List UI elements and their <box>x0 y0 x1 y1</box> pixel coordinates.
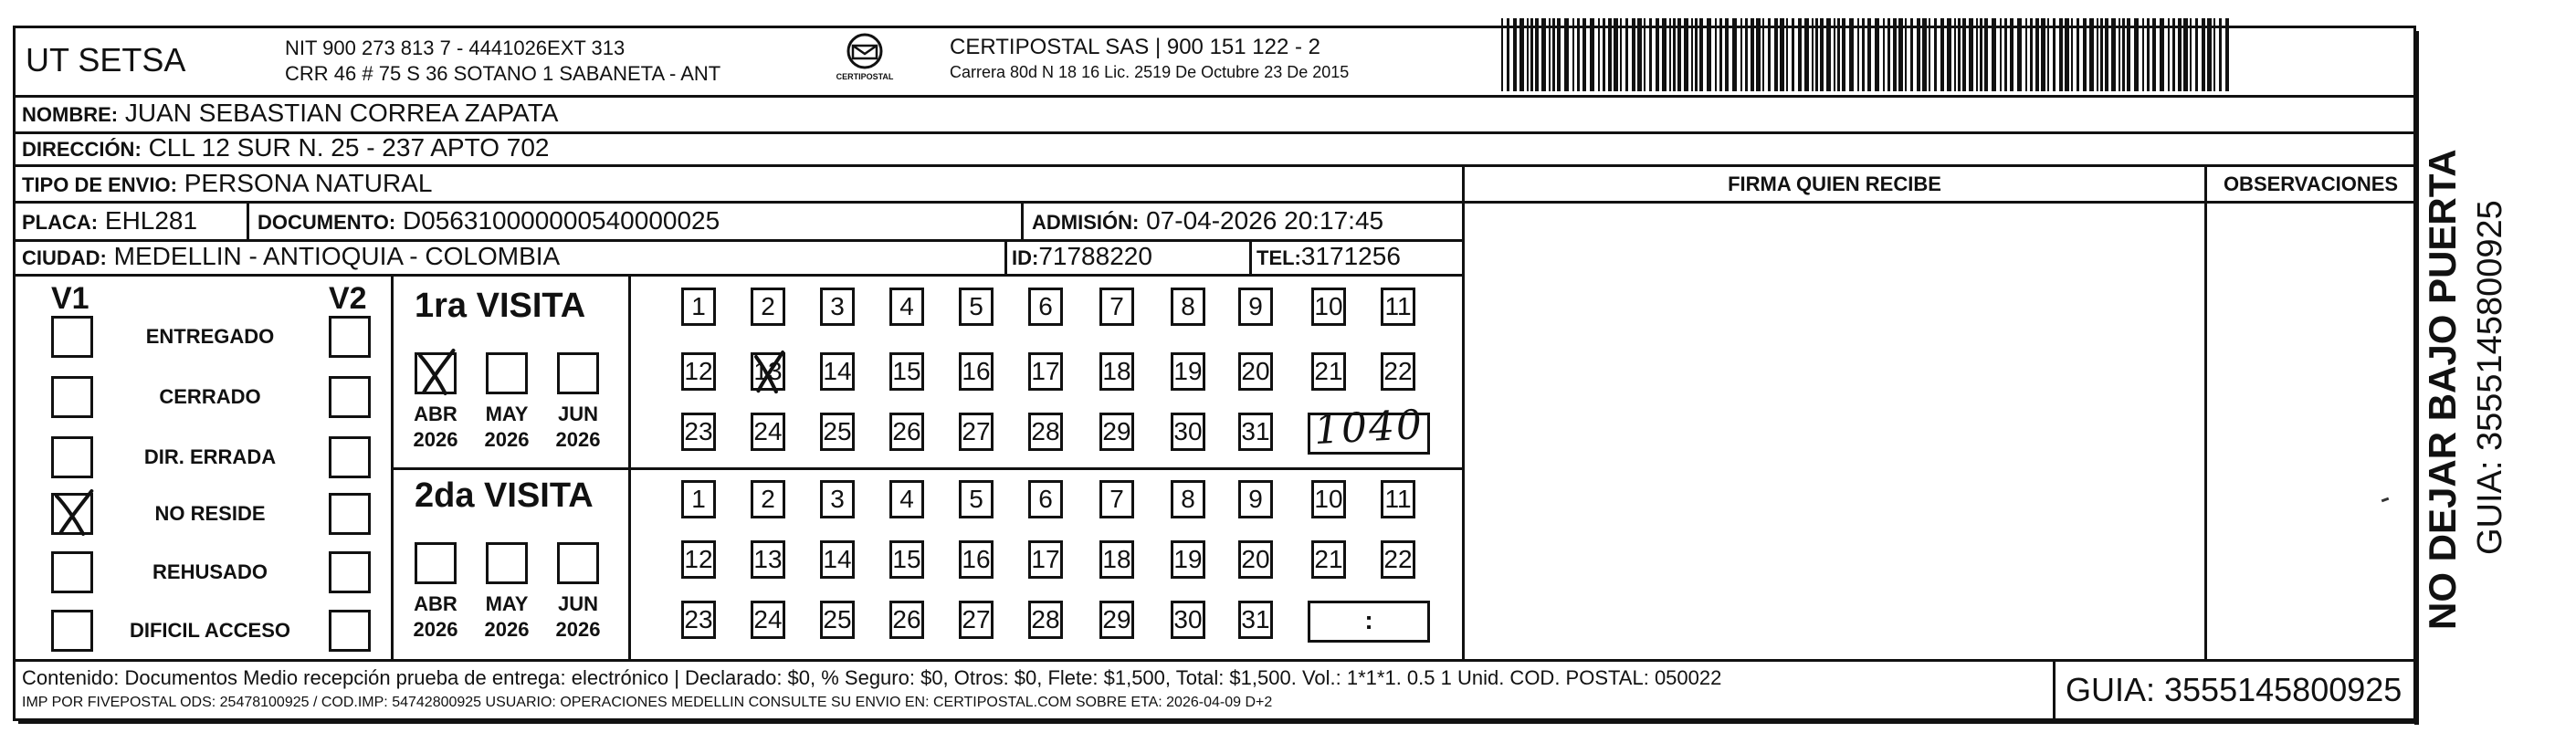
barcode-bar <box>1662 18 1667 91</box>
barcode-bar <box>1598 18 1600 91</box>
visit2-day-23[interactable]: 23 <box>681 601 716 639</box>
barcode-bar <box>2183 18 2188 91</box>
barcode-bar <box>1673 18 1676 91</box>
barcode-bar <box>1905 18 1907 91</box>
document-field <box>258 208 720 234</box>
visit1-day-21[interactable]: 21 <box>1311 352 1346 391</box>
barcode-bar <box>1929 18 1930 91</box>
v2-checkbox-6[interactable] <box>329 610 371 652</box>
barcode-bar <box>1501 18 1503 91</box>
id-value: 71788220 <box>1038 242 1152 270</box>
barcode-bar <box>1632 18 1635 91</box>
visit2-day-30[interactable]: 30 <box>1171 601 1205 639</box>
barcode-bar <box>1883 18 1885 91</box>
visit2-time-placeholder: : <box>1364 606 1373 634</box>
barcode-bar <box>1541 18 1546 91</box>
frame-shadow-right <box>2414 31 2419 725</box>
month-year: 2026 <box>484 617 530 641</box>
rule-observations-left <box>2204 164 2207 659</box>
nit-line: NIT 900 273 813 7 - 4441026EXT 313 <box>285 37 626 59</box>
rule-status-visits <box>391 274 394 659</box>
visit1-title: 1ra VISITA <box>415 287 586 325</box>
barcode-bar <box>1898 18 1903 91</box>
barcode-bar <box>2097 18 2098 91</box>
visit1-day-1[interactable]: 1 <box>681 288 716 326</box>
month-name: ABR <box>414 592 457 615</box>
visit2-day-4[interactable]: 4 <box>889 480 924 518</box>
visit1-day-11[interactable]: 11 <box>1381 288 1415 326</box>
v2-checkbox-2[interactable] <box>329 376 371 418</box>
barcode-bar <box>1922 18 1927 91</box>
city-field <box>22 244 560 269</box>
barcode-bar <box>1603 18 1605 91</box>
barcode-bar <box>1725 18 1729 91</box>
barcode-bar <box>2004 18 2007 91</box>
status-option-label: DIFICIL ACCESO <box>129 619 290 642</box>
barcode-bar <box>1707 18 1711 91</box>
rule-header-bottom <box>15 95 2414 98</box>
type-value: PERSONA NATURAL <box>184 169 433 197</box>
admission-field <box>1032 208 1383 234</box>
visit1-day-8[interactable]: 8 <box>1171 288 1205 326</box>
barcode-bar <box>1862 18 1865 91</box>
visit2-day-14[interactable]: 14 <box>820 540 855 579</box>
footer-guide: GUIA: 3555145800925 <box>2066 671 2403 708</box>
visit1-day-30[interactable]: 30 <box>1171 413 1205 451</box>
barcode-bar <box>1756 18 1761 91</box>
visit1-month-label <box>481 402 532 452</box>
v2-label: V2 <box>329 281 367 316</box>
barcode-bar <box>1684 18 1688 91</box>
barcode-bar <box>1837 18 1840 91</box>
barcode-bar <box>2178 18 2182 91</box>
status-option-label: ENTREGADO <box>145 325 275 348</box>
v2-checkbox-4[interactable] <box>329 493 371 535</box>
month-name: JUN <box>557 403 598 425</box>
visit2-day-5[interactable]: 5 <box>959 480 994 518</box>
barcode-bar <box>2219 18 2222 91</box>
barcode-bar <box>2111 18 2116 91</box>
barcode <box>1501 18 2232 93</box>
visit1-day-5[interactable]: 5 <box>959 288 994 326</box>
rule-visit-split <box>391 467 1465 470</box>
visit1-day-14[interactable]: 14 <box>820 352 855 391</box>
barcode-bar <box>1875 18 1879 91</box>
v1-checkbox-3[interactable] <box>51 436 93 478</box>
visit2-day-9[interactable]: 9 <box>1238 480 1273 518</box>
barcode-bar <box>1620 18 1622 91</box>
barcode-bar <box>1826 18 1831 91</box>
document-value: D056310000000540000025 <box>402 206 720 235</box>
visit1-month-label <box>552 402 604 452</box>
visit1-day-20[interactable]: 20 <box>1238 352 1273 391</box>
visit1-day-7[interactable]: 7 <box>1099 288 1134 326</box>
month-year: 2026 <box>555 617 601 641</box>
tel-field <box>1256 244 1401 269</box>
rule-city-id <box>1004 239 1007 274</box>
v1-checkbox-6[interactable] <box>51 610 93 652</box>
name-label: NOMBRE: <box>22 103 119 126</box>
address-field <box>22 135 549 161</box>
barcode-bar <box>1934 18 1937 91</box>
barcode-bar <box>1762 18 1764 91</box>
v1-checkbox-1[interactable] <box>51 316 93 358</box>
barcode-bar <box>1530 18 1533 91</box>
month-year: 2026 <box>555 427 601 451</box>
visit1-time-handwritten: 1040 <box>1312 401 1425 455</box>
barcode-bar <box>2059 18 2063 91</box>
plate-value: EHL281 <box>104 206 198 235</box>
barcode-bar <box>2190 18 2192 91</box>
barcode-bar <box>1577 18 1580 91</box>
visit2-day-22[interactable]: 22 <box>1381 540 1415 579</box>
form-frame <box>13 26 2416 721</box>
barcode-bar <box>1849 18 1854 91</box>
visit1-month-box-may[interactable] <box>486 352 528 394</box>
barcode-bar <box>2213 18 2215 91</box>
barcode-bar <box>1962 18 1966 91</box>
visit1-day-15[interactable]: 15 <box>889 352 924 391</box>
visit1-day-12[interactable]: 12 <box>681 352 716 391</box>
barcode-bar <box>2152 18 2156 91</box>
barcode-bar <box>2025 18 2027 91</box>
barcode-bar <box>2160 18 2164 91</box>
visit2-month-box-may[interactable] <box>486 542 528 584</box>
v1-label: V1 <box>51 281 89 316</box>
v2-checkbox-1[interactable] <box>329 316 371 358</box>
barcode-bar <box>1969 18 1973 91</box>
visit1-day-9[interactable]: 9 <box>1238 288 1273 326</box>
type-field <box>22 171 432 196</box>
rule-signature-left <box>1462 164 1465 659</box>
barcode-bar <box>2119 18 2120 91</box>
barcode-bar <box>1637 18 1642 91</box>
barcode-bar <box>1992 18 1996 91</box>
visit1-day-2[interactable]: 2 <box>751 288 785 326</box>
side-warning: NO DEJAR BAJO PUERTA <box>2421 149 2464 630</box>
barcode-bar <box>1572 18 1574 91</box>
barcode-bar <box>2030 18 2033 91</box>
barcode-bar <box>1564 18 1569 91</box>
v2-checkbox-5[interactable] <box>329 551 371 593</box>
visit2-day-27[interactable]: 27 <box>959 601 994 639</box>
barcode-bar <box>1669 18 1671 91</box>
barcode-bar <box>1980 18 1982 91</box>
visit2-day-13[interactable]: 13 <box>751 540 785 579</box>
plate-label: PLACA: <box>22 211 99 234</box>
visit1-day-16[interactable]: 16 <box>959 352 994 391</box>
visit2-month-label <box>552 591 604 642</box>
id-label: ID: <box>1012 246 1039 269</box>
barcode-bar <box>2077 18 2079 91</box>
status-option-label: NO RESIDE <box>154 502 266 525</box>
barcode-bar <box>2100 18 2103 91</box>
envelope-seal-icon <box>833 31 897 73</box>
barcode-bar <box>1608 18 1612 91</box>
barcode-bar <box>2142 18 2144 91</box>
barcode-bar <box>2000 18 2002 91</box>
v1-checkbox-2[interactable] <box>51 376 93 418</box>
barcode-bar <box>1774 18 1778 91</box>
barcode-bar <box>1719 18 1722 91</box>
barcode-bar <box>2065 18 2069 91</box>
visit2-day-28[interactable]: 28 <box>1028 601 1063 639</box>
rule-columns-header-bottom <box>1465 201 2414 204</box>
barcode-bar <box>1751 18 1754 91</box>
visit1-day-26[interactable]: 26 <box>889 413 924 451</box>
barcode-bar <box>2172 18 2175 91</box>
barcode-bar <box>2168 18 2170 91</box>
visit2-day-2[interactable]: 2 <box>751 480 785 518</box>
barcode-bar <box>2195 18 2198 91</box>
barcode-bar <box>1976 18 1978 91</box>
month-name: MAY <box>485 592 529 615</box>
barcode-bar <box>2089 18 2094 91</box>
visit2-day-25[interactable]: 25 <box>820 601 855 639</box>
visit2-day-21[interactable]: 21 <box>1311 540 1346 579</box>
barcode-bar <box>1893 18 1897 91</box>
visit2-day-7[interactable]: 7 <box>1099 480 1134 518</box>
month-year: 2026 <box>413 427 458 451</box>
address-line: CRR 46 # 75 S 36 SOTANO 1 SABANETA - ANT <box>285 62 721 85</box>
visit1-month-label <box>410 402 461 452</box>
rule-footer-guide <box>2053 659 2056 719</box>
barcode-bar <box>1820 18 1824 91</box>
barcode-bar <box>1527 18 1529 91</box>
barcode-bar <box>1715 18 1717 91</box>
side-guide: GUIA: 3555145800925 <box>2471 200 2509 555</box>
barcode-bar <box>1614 18 1618 91</box>
document-label: DOCUMENTO: <box>258 211 396 234</box>
visit1-day-4[interactable]: 4 <box>889 288 924 326</box>
visit1-day-22[interactable]: 22 <box>1381 352 1415 391</box>
barcode-bar <box>2083 18 2087 91</box>
visit2-day-24[interactable]: 24 <box>751 601 785 639</box>
barcode-bar <box>1834 18 1835 91</box>
month-name: ABR <box>414 403 457 425</box>
visit1-month-box-jun[interactable] <box>557 352 599 394</box>
barcode-bar <box>2047 18 2049 91</box>
visit1-day-31[interactable]: 31 <box>1238 413 1273 451</box>
visit1-day-18[interactable]: 18 <box>1099 352 1134 391</box>
barcode-bar <box>1804 18 1809 91</box>
visit1-day-25[interactable]: 25 <box>820 413 855 451</box>
visit1-day-10[interactable]: 10 <box>1311 288 1346 326</box>
rule-months-days <box>628 274 631 659</box>
barcode-bar <box>1552 18 1555 91</box>
barcode-bar <box>1590 18 1594 91</box>
admission-value: 07-04-2026 20:17:45 <box>1146 206 1384 235</box>
barcode-bar <box>1984 18 1988 91</box>
barcode-bar <box>1644 18 1645 91</box>
barcode-bar <box>1910 18 1913 91</box>
barcode-bar <box>1507 18 1509 91</box>
barcode-bar <box>1815 18 1818 91</box>
visit2-day-10[interactable]: 10 <box>1311 480 1346 518</box>
visit1-day-17[interactable]: 17 <box>1028 352 1063 391</box>
barcode-bar <box>1954 18 1956 91</box>
barcode-bar <box>1768 18 1771 91</box>
barcode-bar <box>2202 18 2205 91</box>
barcode-bar <box>1699 18 1703 91</box>
barcode-bar <box>1691 18 1693 91</box>
city-label: CIUDAD: <box>22 246 107 269</box>
month-name: MAY <box>485 403 529 425</box>
visit2-day-8[interactable]: 8 <box>1171 480 1205 518</box>
visit2-day-16[interactable]: 16 <box>959 540 994 579</box>
v1-checkbox-5[interactable] <box>51 551 93 593</box>
barcode-bar <box>2105 18 2108 91</box>
company-name: UT SETSA <box>26 41 186 78</box>
barcode-bar <box>1677 18 1681 91</box>
visit1-day-mark <box>752 351 785 392</box>
visit2-day-11[interactable]: 11 <box>1381 480 1415 518</box>
barcode-bar <box>1549 18 1551 91</box>
barcode-bar <box>2127 18 2130 91</box>
barcode-bar <box>2225 18 2229 91</box>
barcode-bar <box>1947 18 1951 91</box>
barcode-bar <box>2122 18 2125 91</box>
visit1-day-6[interactable]: 6 <box>1028 288 1063 326</box>
barcode-bar <box>1958 18 1961 91</box>
visit2-day-26[interactable]: 26 <box>889 601 924 639</box>
barcode-bar <box>1867 18 1871 91</box>
barcode-bar <box>2041 18 2045 91</box>
barcode-bar <box>2035 18 2039 91</box>
barcode-bar <box>1780 18 1784 91</box>
barcode-bar <box>1649 18 1652 91</box>
type-label: TIPO DE ENVIO: <box>22 173 177 196</box>
month-year: 2026 <box>413 617 458 641</box>
visit1-month-check-mark <box>416 349 457 394</box>
plate-field <box>22 208 197 234</box>
month-name: JUN <box>557 592 598 615</box>
admission-label: ADMISIÓN: <box>1032 211 1140 234</box>
visit2-day-6[interactable]: 6 <box>1028 480 1063 518</box>
barcode-bar <box>1513 18 1517 91</box>
visit1-day-29[interactable]: 29 <box>1099 413 1134 451</box>
visit2-day-20[interactable]: 20 <box>1238 540 1273 579</box>
tel-label: TEL: <box>1256 246 1301 269</box>
logo-text: CERTIPOSTAL <box>836 72 894 81</box>
certipostal-logo <box>833 31 897 86</box>
visit2-day-17[interactable]: 17 <box>1028 540 1063 579</box>
courier-line: CERTIPOSTAL SAS | 900 151 122 - 2 <box>950 35 1320 59</box>
visit2-month-label <box>410 591 461 642</box>
barcode-bar <box>1887 18 1890 91</box>
barcode-bar <box>1917 18 1920 91</box>
barcode-bar <box>2017 18 2022 91</box>
barcode-bar <box>2207 18 2212 91</box>
barcode-bar <box>1557 18 1561 91</box>
barcode-bar <box>1745 18 1748 91</box>
visit1-day-24[interactable]: 24 <box>751 413 785 451</box>
barcode-bar <box>1812 18 1814 91</box>
rule-plate-doc <box>247 201 249 239</box>
rule-type-bottom <box>15 201 1465 204</box>
status-option-label: DIR. ERRADA <box>143 445 277 468</box>
visit2-month-label <box>481 591 532 642</box>
barcode-bar <box>1798 18 1802 91</box>
address-value: CLL 12 SUR N. 25 - 237 APTO 702 <box>148 133 550 162</box>
visit2-day-1[interactable]: 1 <box>681 480 716 518</box>
barcode-bar <box>2053 18 2056 91</box>
rule-doc-admission <box>1021 201 1024 239</box>
barcode-bar <box>1842 18 1845 91</box>
status-option-label: CERRADO <box>159 385 261 408</box>
barcode-bar <box>1535 18 1539 91</box>
v1-check-mark <box>53 489 95 535</box>
footer-print-line: IMP POR FIVEPOSTAL ODS: 25478100925 / COD.IMP: 54742800925 USUARIO: OPERACIONES MEDELLIN CONSULTE SU ENVIO EN: CERTIPOSTAL.COM SOBRE ETA: 2026-04-09 D+2 <box>22 695 1273 710</box>
visit1-day-19[interactable]: 19 <box>1171 352 1205 391</box>
visit2-day-29[interactable]: 29 <box>1099 601 1134 639</box>
visit2-day-15[interactable]: 15 <box>889 540 924 579</box>
barcode-bar <box>2010 18 2013 91</box>
barcode-bar <box>2071 18 2073 91</box>
observations-column-header: OBSERVACIONES <box>2223 173 2399 195</box>
visit2-title: 2da VISITA <box>415 476 594 515</box>
barcode-bar <box>1792 18 1794 91</box>
barcode-bar <box>1857 18 1859 91</box>
visit1-day-3[interactable]: 3 <box>820 288 855 326</box>
city-value: MEDELLIN - ANTIOQUIA - COLOMBIA <box>113 242 561 270</box>
v2-checkbox-3[interactable] <box>329 436 371 478</box>
visit1-day-13[interactable]: 13 <box>751 352 785 391</box>
visit1-day-27[interactable]: 27 <box>959 413 994 451</box>
visit1-day-28[interactable]: 28 <box>1028 413 1063 451</box>
address-label: DIRECCIÓN: <box>22 138 142 161</box>
rule-id-tel <box>1249 239 1252 274</box>
visit2-day-12[interactable]: 12 <box>681 540 716 579</box>
barcode-bar <box>1940 18 1944 91</box>
visit1-day-23[interactable]: 23 <box>681 413 716 451</box>
visit2-month-box-jun[interactable] <box>557 542 599 584</box>
barcode-bar <box>1656 18 1659 91</box>
month-year: 2026 <box>484 427 530 451</box>
barcode-bar <box>1695 18 1698 91</box>
tel-value: 3171256 <box>1300 242 1401 270</box>
barcode-bar <box>1786 18 1788 91</box>
visit2-day-3[interactable]: 3 <box>820 480 855 518</box>
barcode-bar <box>1519 18 1524 91</box>
name-value: JUAN SEBASTIAN CORREA ZAPATA <box>124 99 559 127</box>
footer-contents-line: Contenido: Documentos Medio recepción prueba de entrega: electrónico | Declarado: $0, % Seguro: $0, Otros: $0, Flete: $1,500, Total: $1,500. Vol.: 1*1*1. 0.5 1 Unid. COD. POSTAL: 050022 <box>22 666 1722 689</box>
rule-city-bottom <box>15 274 1465 277</box>
barcode-bar <box>1625 18 1628 91</box>
visit2-month-box-abr[interactable] <box>415 542 457 584</box>
visit2-day-19[interactable]: 19 <box>1171 540 1205 579</box>
barcode-bar <box>2134 18 2139 91</box>
name-field <box>22 100 558 126</box>
license-line: Carrera 80d N 18 16 Lic. 2519 De Octubre 23 De 2015 <box>950 63 1350 81</box>
visit2-day-31[interactable]: 31 <box>1238 601 1273 639</box>
rule-address-bottom <box>15 164 2414 167</box>
frame-shadow-bottom <box>18 719 2419 724</box>
barcode-bar <box>2147 18 2150 91</box>
status-option-label: REHUSADO <box>152 560 268 583</box>
barcode-bar <box>1732 18 1737 91</box>
barcode-bar <box>1740 18 1742 91</box>
barcode-bar <box>1582 18 1586 91</box>
visit2-day-18[interactable]: 18 <box>1099 540 1134 579</box>
id-field <box>1012 244 1152 269</box>
signature-column-header: FIRMA QUIEN RECIBE <box>1728 173 1941 195</box>
